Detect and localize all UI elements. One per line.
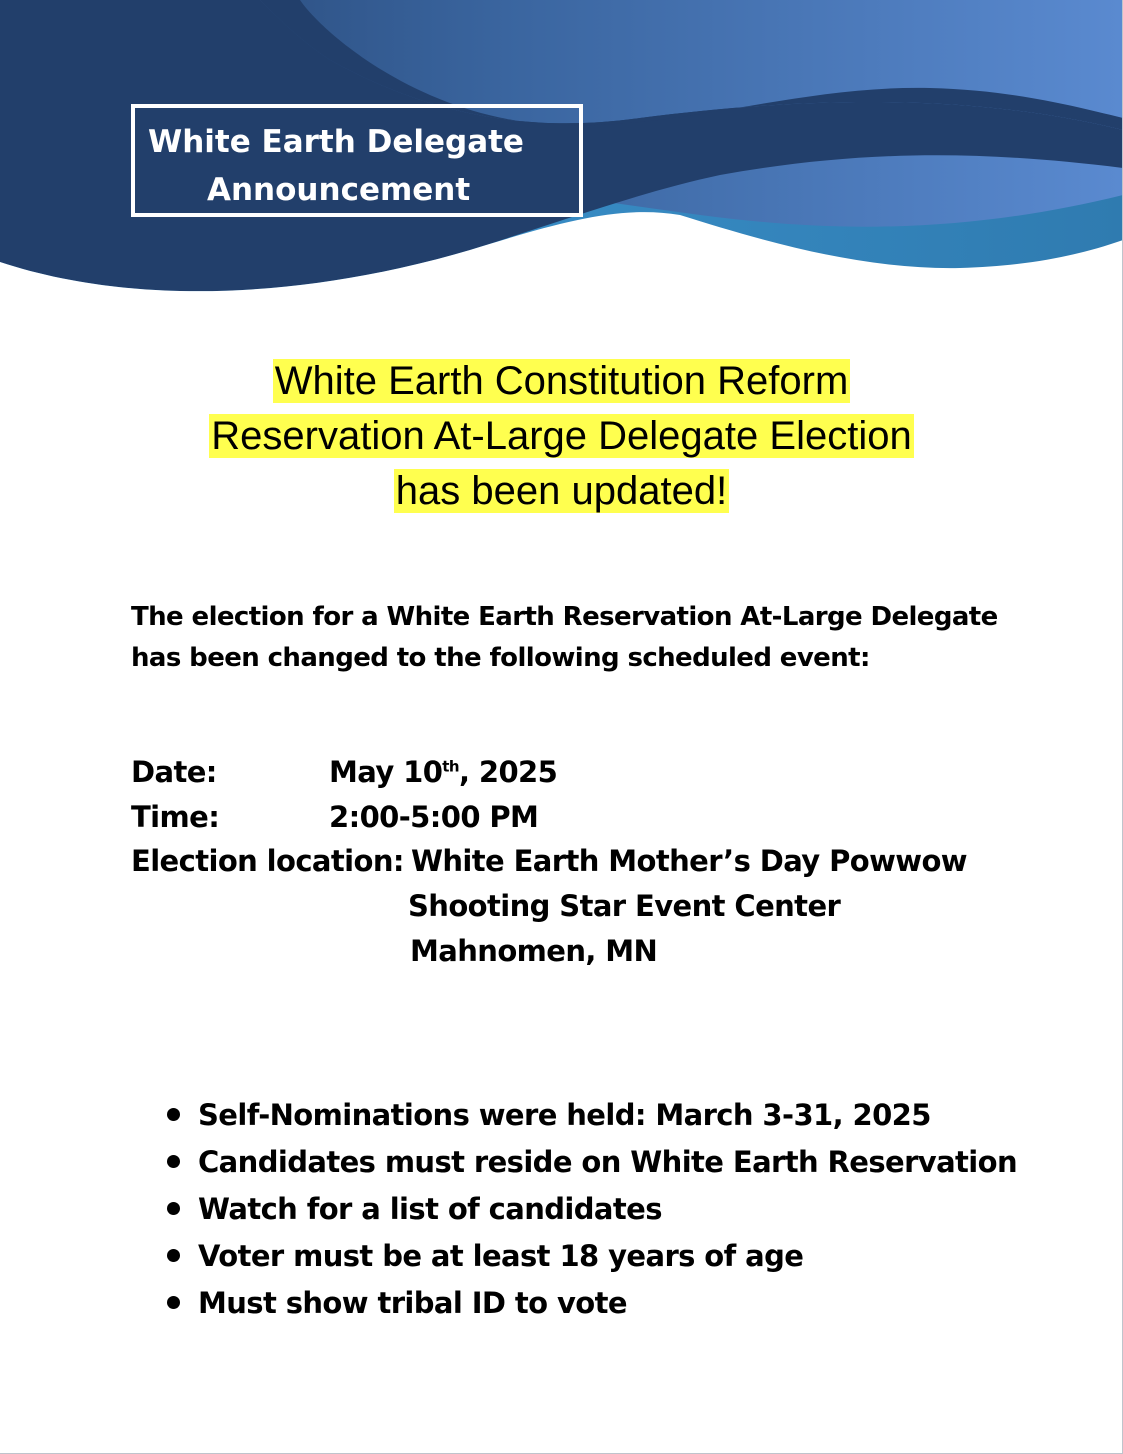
intro-paragraph	[131, 597, 1031, 679]
bullet-text: Watch for a list of candidates	[198, 1192, 662, 1226]
bullet-text: Must show tribal ID to vote	[198, 1286, 627, 1320]
location-line-3: Mahnomen, MN	[410, 934, 658, 968]
date-value-main: May 10	[329, 755, 443, 789]
header-title-line2: Announcement	[207, 172, 471, 208]
time-value: 2:00-5:00 PM	[329, 800, 539, 834]
header-title-line1: White Earth Delegate	[148, 124, 524, 160]
header-title-box	[131, 104, 583, 217]
headline-line2: Reservation At-Large Delegate Election	[211, 414, 912, 458]
headline	[0, 354, 1123, 519]
date-label: Date:	[131, 755, 217, 789]
list-item	[160, 1281, 1060, 1328]
location-line-2: Shooting Star Event Center	[408, 889, 841, 923]
headline-line1: White Earth Constitution Reform	[274, 359, 849, 403]
location-line-1: White Earth Mother’s Day Powwow	[411, 844, 967, 878]
bullet-dot-icon	[167, 1155, 180, 1168]
bullet-text: Candidates must reside on White Earth Reservation	[198, 1145, 1018, 1179]
bullet-dot-icon	[167, 1202, 180, 1215]
intro-line2: has been changed to the following scheduled event:	[131, 643, 870, 673]
headline-line3: has been updated!	[395, 469, 728, 513]
date-value	[329, 752, 557, 792]
list-item	[160, 1140, 1060, 1187]
bullet-dot-icon	[167, 1249, 180, 1262]
bullet-dot-icon	[167, 1296, 180, 1309]
bullet-dot-icon	[167, 1108, 180, 1121]
list-item	[160, 1234, 1060, 1281]
bullet-text: Self-Nominations were held: March 3-31, 2025	[198, 1098, 931, 1132]
date-value-rest: , 2025	[458, 755, 558, 789]
list-item	[160, 1187, 1060, 1234]
bullet-text: Voter must be at least 18 years of age	[198, 1239, 804, 1273]
list-item	[160, 1093, 1060, 1140]
date-value-sup: th	[442, 757, 459, 776]
info-bullet-list	[160, 1093, 1060, 1328]
time-label: Time:	[131, 800, 220, 834]
location-label: Election location:	[131, 844, 404, 878]
intro-line1: The election for a White Earth Reservation At-Large Delegate	[131, 602, 998, 632]
